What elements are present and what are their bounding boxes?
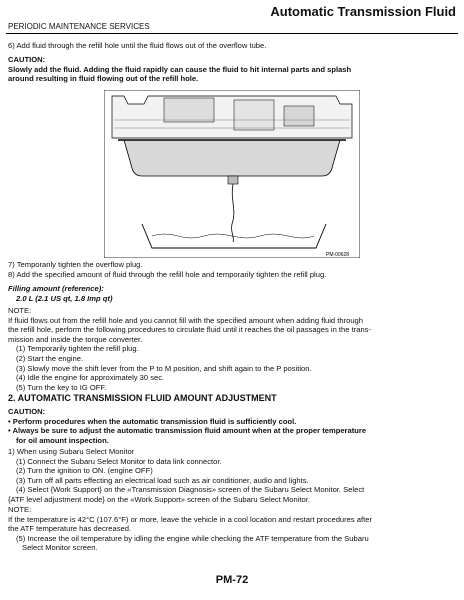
- filling-value: 2.0 L (2.1 US qt, 1.8 Imp qt): [16, 293, 113, 303]
- note-block-2: [8, 505, 456, 553]
- filling-amount: [8, 284, 456, 303]
- caution-label: CAUTION:: [8, 55, 46, 64]
- note-step: (3) Slowly move the shift lever from the P to M position, and shift again to the P position.: [16, 363, 312, 373]
- caution-line: • Perform procedures when the automatic transmission fluid is sufficiently cool.: [8, 416, 297, 426]
- sub-step: (1) Connect the Subaru Select Monitor to data link connector.: [16, 456, 222, 466]
- sub-step: (2) Turn the ignition to ON. (engine OFF): [16, 466, 153, 476]
- page-title: Automatic Transmission Fluid: [270, 4, 456, 19]
- sub-step-continued: Select Monitor screen.: [22, 543, 98, 553]
- step-7: 7) Temporarily tighten the overflow plug.: [8, 260, 143, 269]
- sub-step: (4) Select {Work Support} on the «Transmission Diagnosis» screen of the Subaru Select Monitor. Select: [16, 485, 365, 495]
- step-label: 1) When using Subaru Select Monitor: [8, 447, 135, 456]
- caution-line: • Always be sure to adjust the automatic transmission fluid amount when at the proper temperature: [8, 426, 367, 436]
- note-line: mission and inside the torque converter.: [8, 334, 143, 344]
- note-line: If the temperature is 42°C (107.6°F) or more, leave the vehicle in a cool location and restart procedures after: [8, 514, 373, 524]
- note-step: (1) Temporarily tighten the refill plug.: [16, 344, 139, 354]
- section-heading: 2. AUTOMATIC TRANSMISSION FLUID AMOUNT ADJUSTMENT: [8, 393, 277, 403]
- sub-step: (5) Increase the oil temperature by idling the engine while checking the ATF temperature from the Subaru: [16, 533, 369, 543]
- note-line: the ATF temperature has decreased.: [8, 524, 132, 534]
- section-header: PERIODIC MAINTENANCE SERVICES: [8, 22, 150, 31]
- caution-line: for oil amount inspection.: [16, 435, 109, 445]
- note-line: If fluid flows out from the refill hole and you cannot fill with the specified amount when adding fluid through: [8, 315, 364, 325]
- procedure-step-1: [8, 447, 456, 505]
- caution-block-1: [8, 55, 456, 84]
- sub-step: (3) Turn off all parts effecting an electrical load such as air conditioner, audio and lights.: [16, 475, 309, 485]
- note-step: (5) Turn the key to IG OFF.: [16, 382, 107, 392]
- page-number: PM-72: [215, 574, 249, 586]
- note-step: (2) Start the engine.: [16, 353, 84, 363]
- caution-line: Slowly add the fluid. Adding the fluid rapidly can cause the fluid to hit internal parts and splash: [8, 64, 352, 74]
- note-label: NOTE:: [8, 505, 32, 514]
- caution-block-2: [8, 407, 456, 445]
- filling-label: Filling amount (reference):: [8, 284, 104, 293]
- note-label: NOTE:: [8, 306, 32, 315]
- step-6: 6) Add fluid through the refill hole until the fluid flows out of the overflow tube.: [8, 41, 267, 50]
- oil-pan-illustration: [104, 90, 360, 258]
- caution-line: around resulting in fluid flowing out of the refill hole.: [8, 74, 199, 84]
- caution-label: CAUTION:: [8, 407, 46, 416]
- figure-code: PM-00628: [326, 252, 350, 258]
- step-8: 8) Add the specified amount of fluid through the refill hole and temporarily tighten the refill plug.: [8, 270, 327, 279]
- note-block-1: [8, 306, 456, 392]
- note-step: (4) Idle the engine for approximately 30 sec.: [16, 373, 165, 383]
- header-divider: [6, 33, 458, 34]
- sub-step-continued: {ATF level adjustment mode} on the «Work Support» screen of the Subaru Select Monitor.: [8, 494, 310, 504]
- note-line: the refill hole, perform the following procedures to circulate fluid until it reaches the oil passages in the trans-: [8, 325, 372, 335]
